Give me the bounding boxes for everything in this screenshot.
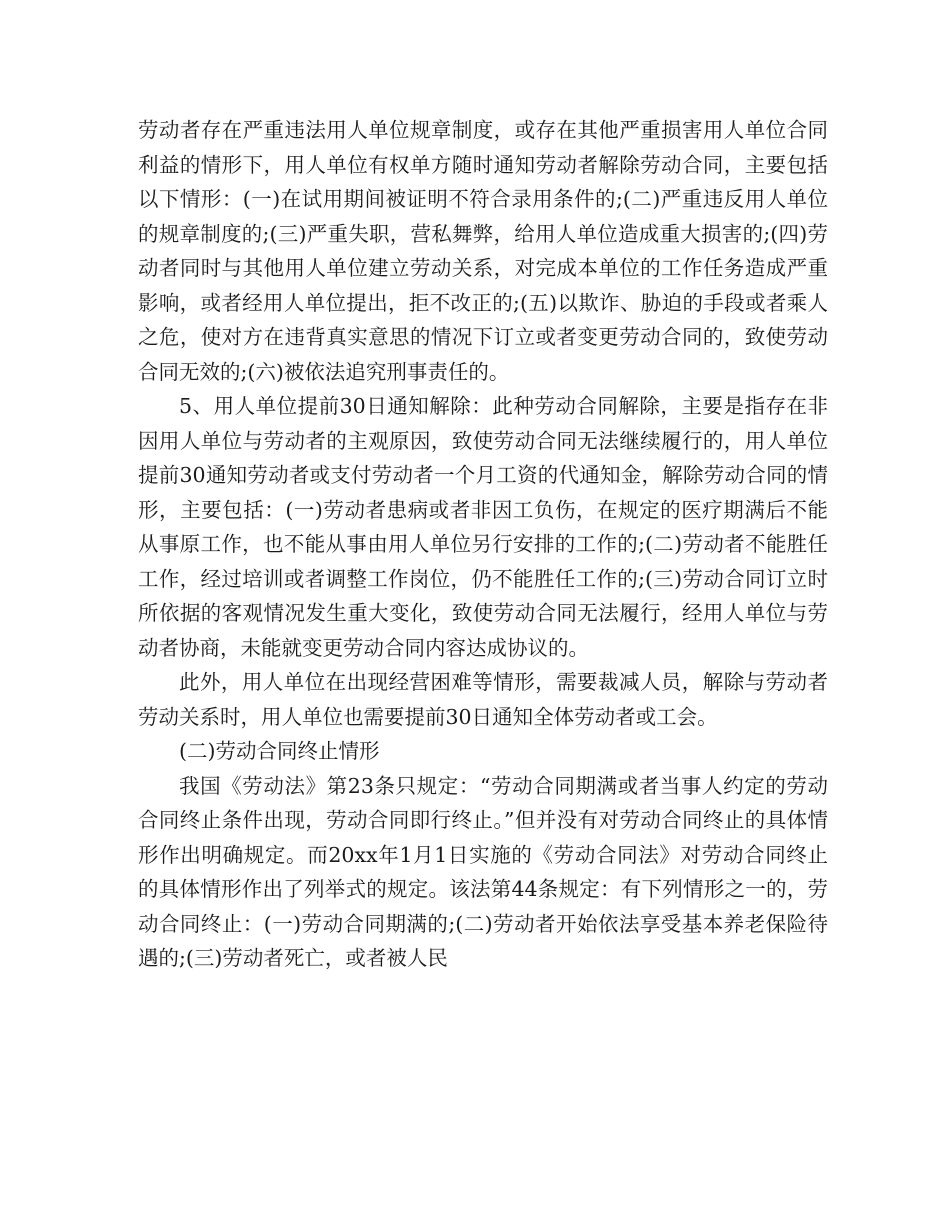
paragraph-termination-law: 我国《劳动法》第23条只规定：“劳动合同期满或者当事人约定的劳动合同终止条件出现，劳动合同即行终止。”但并没有对劳动合同终止的具体情形作出明确规定。而20xx年1月1日实施的《劳动合同法》对劳动合同终止的具体情形作出了列举式的规定。该法第44条规定：有下列情形之一的，劳动合同终止：(一)劳动合同期满的;(二)劳动者开始依法享受基本养老保险待遇的;(三)劳动者死亡，或者被人民 [138, 773, 828, 970]
document-body [138, 113, 828, 976]
paragraph-dismissal-grounds: 劳动者存在严重违法用人单位规章制度，或存在其他严重损害用人单位合同利益的情形下，用人单位有权单方随时通知劳动者解除劳动合同，主要包括以下情形：(一)在试用期间被证明不符合录用条件的;(二)严重违反用人单位的规章制度的;(三)严重失职，营私舞弊，给用人单位造成重大损害的;(四)劳动者同时与其他用人单位建立劳动关系，对完成本单位的工作任务造成严重影响，或者经用人单位提出，拒不改正的;(五)以欺诈、胁迫的手段或者乘人之危，使对方在违背真实意思的情况下订立或者变更劳动合同的，致使劳动合同无效的;(六)被依法追究刑事责任的。 [138, 118, 828, 384]
section-heading-termination: (二)劳动合同终止情形 [179, 739, 380, 763]
paragraph-30-day-notice: 5、用人单位提前30日通知解除：此种劳动合同解除，主要是指存在非因用人单位与劳动者的主观原因，致使劳动合同无法继续履行的，用人单位提前30通知劳动者或支付劳动者一个月工资的代通知金，解除劳动合同的情形，主要包括：(一)劳动者患病或者非因工负伤，在规定的医疗期满后不能从事原工作，也不能从事由用人单位另行安排的工作的;(二)劳动者不能胜任工作，经过培训或者调整工作岗位，仍不能胜任工作的;(三)劳动合同订立时所依据的客观情况发生重大变化，致使劳动合同无法履行，经用人单位与劳动者协商，未能就变更劳动合同内容达成协议的。 [138, 394, 828, 660]
paragraph-layoffs: 此外，用人单位在出现经营困难等情形，需要裁减人员，解除与劳动者劳动关系时，用人单位也需要提前30日通知全体劳动者或工会。 [138, 670, 828, 729]
